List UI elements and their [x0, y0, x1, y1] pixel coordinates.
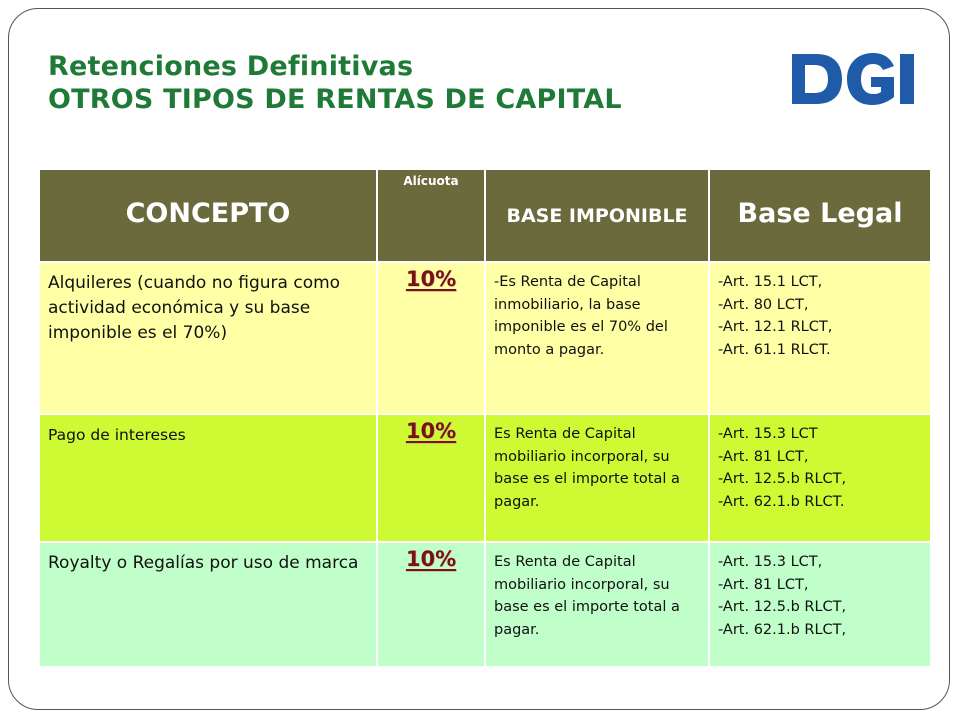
row-base-imponible: Es Renta de Capital mobiliario incorporal, su base es el importe total a pagar.	[485, 542, 709, 667]
percent-value: 10%	[405, 267, 457, 291]
row-concepto: Alquileres (cuando no figura como actividad económica y su base imponible es el 70%)	[39, 262, 377, 414]
row-base-legal	[709, 542, 931, 667]
row-base-imponible: Es Renta de Capital mobiliario incorporal, su base es el importe total a pagar.	[485, 414, 709, 542]
slide-title	[48, 50, 622, 116]
legal-article: -Art. 15.3 LCT,	[718, 554, 823, 570]
dgi-logo	[790, 52, 922, 106]
title-line-1: Retenciones Definitivas	[48, 51, 414, 82]
table-header-row	[39, 170, 931, 262]
row-alicuota	[377, 262, 485, 414]
legal-article: -Art. 81 LCT,	[718, 448, 809, 465]
table-row	[39, 414, 931, 542]
row-alicuota	[377, 414, 485, 542]
legal-article: -Art. 12.5.b RLCT,	[718, 471, 847, 487]
row-alicuota	[377, 542, 485, 667]
legal-article: -Art. 15.1 LCT,	[718, 274, 823, 290]
header-base-imponible: BASE IMPONIBLE	[485, 170, 709, 262]
row-base-legal	[709, 262, 931, 414]
legal-article: -Art. 62.1.b RLCT.	[718, 493, 845, 510]
title-line-2: OTROS TIPOS DE RENTAS DE CAPITAL	[48, 84, 622, 115]
percent-value: 10%	[405, 547, 457, 571]
legal-article: -Art. 15.3 LCT	[718, 426, 818, 442]
retention-table	[38, 170, 932, 668]
header-base-legal: Base Legal	[709, 170, 931, 262]
header-concepto: CONCEPTO	[39, 170, 377, 262]
row-base-imponible: -Es Renta de Capital inmobiliario, la base imponible es el 70% del monto a pagar.	[485, 262, 709, 414]
legal-article: -Art. 61.1 RLCT.	[718, 341, 831, 358]
legal-article: -Art. 12.1 RLCT,	[718, 319, 833, 335]
header-alicuota: Alícuota	[377, 170, 485, 262]
table-row	[39, 542, 931, 667]
legal-article: -Art. 12.5.b RLCT,	[718, 599, 847, 615]
row-concepto: Royalty o Regalías por uso de marca	[39, 542, 377, 667]
percent-value: 10%	[405, 419, 457, 443]
legal-article: -Art. 81 LCT,	[718, 576, 809, 593]
table-row	[39, 262, 931, 414]
row-base-legal	[709, 414, 931, 542]
row-concepto: Pago de intereses	[39, 414, 377, 542]
legal-article: -Art. 80 LCT,	[718, 296, 809, 313]
legal-article: -Art. 62.1.b RLCT,	[718, 621, 847, 638]
